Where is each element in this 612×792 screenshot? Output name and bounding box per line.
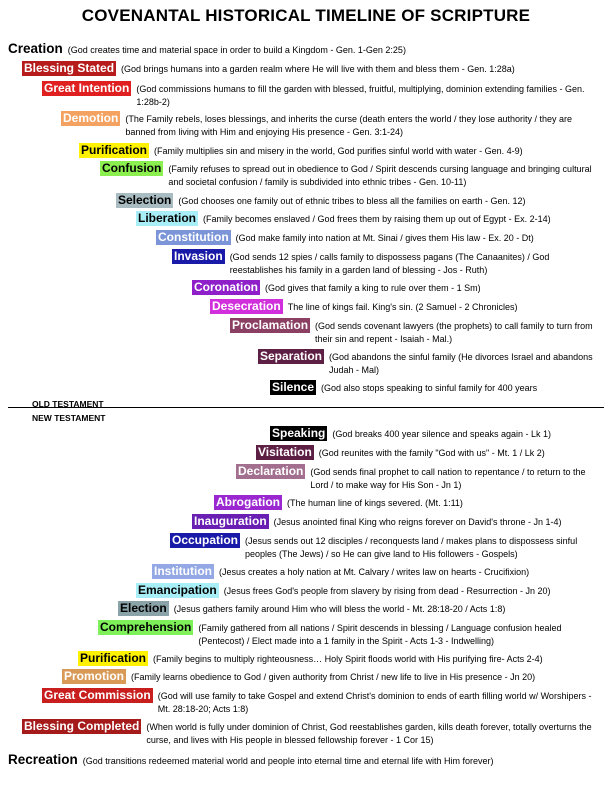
entry-label: Creation <box>8 41 63 56</box>
entry-label: Comprehension <box>100 620 192 634</box>
entry-label: Separation <box>260 349 323 363</box>
timeline-entry <box>100 163 604 188</box>
timeline-entry <box>116 195 604 208</box>
entry-description: (Family refuses to spread out in obedience to God / Spirit descends cursing language and bringing cultural and societal confusion / family is subdivided into ethnic tribes - Gen. 10-11) <box>168 164 592 187</box>
timeline-entry <box>79 145 604 158</box>
entry-description: The line of kings fail. King's sin. (2 Samuel - 2 Chronicles) <box>287 302 518 312</box>
entry-description: (God make family into nation at Mt. Sinai / gives them His law - Ex. 20 - Dt) <box>235 233 534 243</box>
timeline-entry <box>170 535 604 560</box>
entry-label: Promotion <box>64 669 124 683</box>
entry-label: Occupation <box>172 533 239 547</box>
entry-description: (God abandons the sinful family (He divorces Israel and abandons Judah - Mal) <box>329 352 593 375</box>
timeline-entry <box>42 83 604 108</box>
entry-description: (Family becomes enslaved / God frees them by raising them up out of Egypt - Ex. 2-14) <box>203 214 551 224</box>
entry-description: (God transitions redeemed material world and people into eternal time and eternal life with Him forever) <box>82 756 494 766</box>
entry-label: Blessing Stated <box>24 61 115 75</box>
entry-label: Great Intention <box>44 81 130 95</box>
entry-label: Constitution <box>158 230 229 244</box>
entry-description: (God commissions humans to fill the garden with blessed, fruitful, multiplying, dominion extending families - Gen. 1:28b-2) <box>136 84 585 107</box>
timeline-entry <box>78 653 604 666</box>
timeline-entry <box>192 282 604 295</box>
entry-label: Invasion <box>174 249 223 263</box>
entry-label: Blessing Completed <box>24 719 140 733</box>
entry-description: (Jesus gathers family around Him who will bless the world - Mt. 28:18-20 / Acts 1:8) <box>173 604 506 614</box>
entry-description: (Jesus frees God's people from slavery by rising from dead - Resurrection - Jn 20) <box>223 586 551 596</box>
entry-label: Confusion <box>102 161 162 175</box>
timeline-entry <box>61 113 604 138</box>
entry-description: (God breaks 400 year silence and speaks again - Lk 1) <box>332 429 551 439</box>
entry-description: (The human line of kings severed. (Mt. 1:11) <box>287 498 463 508</box>
entry-label: Purification <box>81 143 148 157</box>
timeline-entry <box>210 301 604 314</box>
entry-description: (God reunites with the family "God with us" - Mt. 1 / Lk 2) <box>318 448 545 458</box>
entry-label: Declaration <box>238 464 304 478</box>
timeline-entry-creation <box>8 41 604 57</box>
entry-label: Selection <box>118 193 172 207</box>
entry-description: (God also stops speaking to sinful family for 400 years <box>321 383 538 393</box>
entry-description: (Family learns obedience to God / given authority from Christ / new life to live in His presence - Jn 20) <box>131 672 536 682</box>
timeline-entry <box>136 585 604 598</box>
timeline-entry <box>236 466 604 491</box>
timeline-entry <box>230 320 604 345</box>
entry-description: (God chooses one family out of ethnic tribes to bless all the families on earth - Gen. 12) <box>178 196 526 206</box>
entry-label: Proclamation <box>232 318 309 332</box>
entry-description: (When world is fully under dominion of Christ, God reestablishes garden, kills death forever, totally overturns the curse, and lives with His people in blessed fellowship forever - 1 Cor 15) <box>146 722 592 745</box>
timeline-entry-recreation <box>8 752 604 768</box>
timeline-entry <box>192 516 604 529</box>
entry-label: Emancipation <box>138 583 217 597</box>
entry-label: Desecration <box>212 299 281 313</box>
entry-description: (Family gathered from all nations / Spirit descends in blessing / Language confusion healed (Pentecost) / Elect made into a 1 family in the Spirit - Acts 1-3 - Indwelling) <box>198 623 562 646</box>
entry-label: Great Commission <box>44 688 151 702</box>
entry-label: Inauguration <box>194 514 267 528</box>
timeline-entry <box>270 382 604 395</box>
entry-description: (God sends 12 spies / calls family to dispossess pagans (The Canaanites) / God reestablishes his family in a garden land of blessing - Jos - Ruth) <box>229 252 550 275</box>
timeline-entry <box>98 622 604 647</box>
entry-label: Silence <box>272 380 315 394</box>
entry-description: (Jesus anointed final King who reigns forever on David's throne - Jn 1-4) <box>273 517 562 527</box>
timeline-entry <box>156 232 604 245</box>
entry-label: Visitation <box>258 445 312 459</box>
entry-description: (God gives that family a king to rule over them - 1 Sm) <box>265 283 481 293</box>
timeline-entry <box>22 63 604 76</box>
testament-divider <box>8 407 604 408</box>
timeline-entry <box>22 721 604 746</box>
entry-label: Election <box>120 601 167 615</box>
timeline-entry <box>214 497 604 510</box>
entry-description: (God brings humans into a garden realm where He will live with them and bless them - Gen. 1:28a) <box>121 64 515 74</box>
timeline-entry <box>118 603 604 616</box>
entry-label: Institution <box>154 564 212 578</box>
entry-description: (The Family rebels, loses blessings, and inherits the curse (death enters the world / they lose authority / they are banned from living with Him and enjoying His presence - Gen. 3:1-24) <box>125 114 573 137</box>
new-testament-label: NEW TESTAMENT <box>32 413 106 423</box>
timeline-entry <box>62 671 604 684</box>
entry-description: (God will use family to take Gospel and extend Christ's dominion to ends of earth filling world w/ Worshipers - Mt. 28:18-20; Acts 1:8) <box>157 691 592 714</box>
old-testament-label: OLD TESTAMENT <box>32 399 104 409</box>
timeline-entry <box>270 428 604 441</box>
entry-description: (God sends final prophet to call nation to repentance / to return to the Lord / to make way for His Son - Jn 1) <box>310 467 586 490</box>
entry-label: Recreation <box>8 752 78 767</box>
entry-description: (Family begins to multiply righteousness… Holy Spirit floods world with His purifying fire- Acts 2-4) <box>153 654 543 664</box>
entry-description: (God sends covenant lawyers (the prophets) to call family to turn from their sin and repent - Isaiah - Mal.) <box>315 321 593 344</box>
entry-label: Speaking <box>272 426 326 440</box>
entry-label: Purification <box>80 651 147 665</box>
entry-description: (God creates time and material space in order to build a Kingdom - Gen. 1-Gen 2:25) <box>67 45 406 55</box>
timeline-entry <box>172 251 604 276</box>
entry-label: Coronation <box>194 280 258 294</box>
entry-label: Liberation <box>138 211 197 225</box>
timeline-entry <box>256 447 604 460</box>
timeline-entry <box>258 351 604 376</box>
timeline-entry <box>42 690 604 715</box>
entry-description: (Jesus creates a holy nation at Mt. Calvary / writes law on hearts - Crucifixion) <box>218 567 530 577</box>
entry-description: (Jesus sends out 12 disciples / reconquests land / makes plans to dispossess sinful peoples (The Jews) / so He can give land to His followers - Gospels) <box>245 536 578 559</box>
entry-description: (Family multiplies sin and misery in the world, God purifies sinful world with water - Gen. 4-9) <box>154 146 523 156</box>
timeline-entry <box>152 566 604 579</box>
timeline-entry <box>136 213 604 226</box>
entry-label: Abrogation <box>216 495 280 509</box>
entry-label: Demotion <box>63 111 119 125</box>
page-title: COVENANTAL HISTORICAL TIMELINE OF SCRIPTURE <box>81 6 531 25</box>
